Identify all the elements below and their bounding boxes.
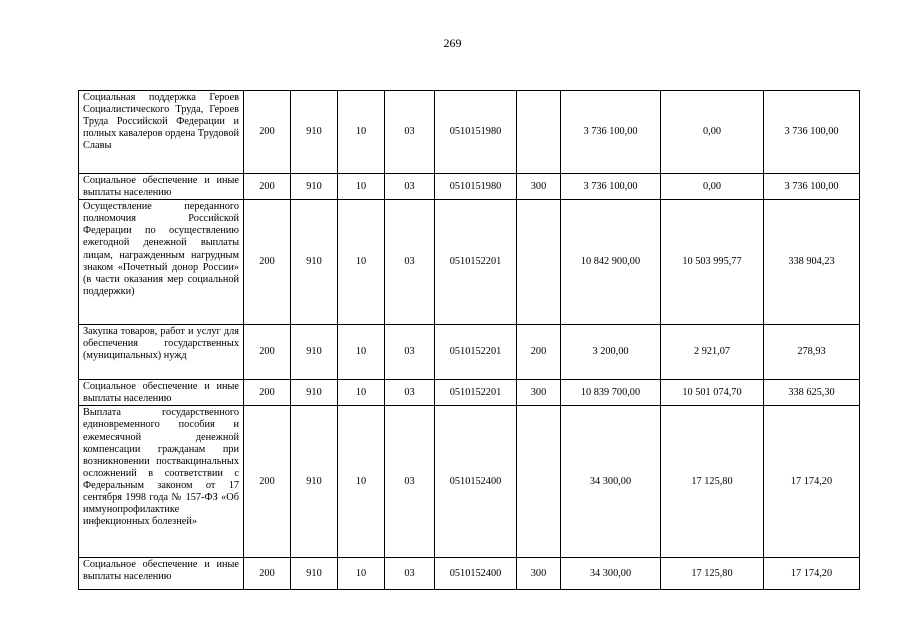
cell-c2: 910 — [291, 200, 338, 325]
cell-code: 0510152201 — [435, 325, 517, 380]
cell-c3: 10 — [338, 91, 385, 174]
cell-v2: 0,00 — [661, 174, 764, 200]
cell-c3: 10 — [338, 325, 385, 380]
cell-v2: 10 501 074,70 — [661, 380, 764, 406]
cell-c2: 910 — [291, 174, 338, 200]
cell-c3: 10 — [338, 174, 385, 200]
cell-c4: 03 — [385, 380, 435, 406]
page-number: 269 — [443, 36, 462, 50]
cell-v1: 34 300,00 — [561, 406, 661, 558]
cell-v2: 0,00 — [661, 91, 764, 174]
cell-v1: 3 200,00 — [561, 325, 661, 380]
cell-v2: 10 503 995,77 — [661, 200, 764, 325]
table-row — [79, 325, 860, 380]
cell-c4: 03 — [385, 406, 435, 558]
budget-table — [78, 90, 860, 590]
table-row — [79, 558, 860, 590]
cell-type — [517, 91, 561, 174]
cell-c1: 200 — [244, 325, 291, 380]
cell-v3: 3 736 100,00 — [764, 91, 860, 174]
cell-c1: 200 — [244, 174, 291, 200]
cell-v1: 3 736 100,00 — [561, 174, 661, 200]
cell-c3: 10 — [338, 380, 385, 406]
table-row — [79, 91, 860, 174]
cell-name: Социальная поддержка Героев Социалистического Труда, Героев Труда Российской Федерации и полных кавалеров ордена Трудовой Славы — [79, 91, 244, 174]
cell-c2: 910 — [291, 406, 338, 558]
cell-v3: 278,93 — [764, 325, 860, 380]
table-row — [79, 174, 860, 200]
cell-type — [517, 406, 561, 558]
cell-type: 300 — [517, 558, 561, 590]
cell-c2: 910 — [291, 91, 338, 174]
cell-c1: 200 — [244, 558, 291, 590]
table-row — [79, 380, 860, 406]
cell-c2: 910 — [291, 558, 338, 590]
cell-c3: 10 — [338, 406, 385, 558]
cell-type — [517, 200, 561, 325]
cell-c1: 200 — [244, 91, 291, 174]
cell-code: 0510151980 — [435, 174, 517, 200]
cell-v1: 34 300,00 — [561, 558, 661, 590]
cell-v2: 17 125,80 — [661, 406, 764, 558]
cell-type: 300 — [517, 174, 561, 200]
cell-c4: 03 — [385, 325, 435, 380]
cell-v3: 17 174,20 — [764, 406, 860, 558]
cell-c4: 03 — [385, 91, 435, 174]
cell-v1: 10 842 900,00 — [561, 200, 661, 325]
cell-v3: 3 736 100,00 — [764, 174, 860, 200]
cell-v3: 338 625,30 — [764, 380, 860, 406]
table-row — [79, 200, 860, 325]
cell-type: 200 — [517, 325, 561, 380]
cell-c3: 10 — [338, 200, 385, 325]
cell-v2: 2 921,07 — [661, 325, 764, 380]
cell-v1: 3 736 100,00 — [561, 91, 661, 174]
cell-v3: 338 904,23 — [764, 200, 860, 325]
cell-c4: 03 — [385, 174, 435, 200]
cell-name: Осуществление переданного полномочия Российской Федерации по осуществлению ежегодной денежной выплаты лицам, награжденным нагрудным знаком «Почетный донор России» (в части оказания мер социальной поддержки) — [79, 200, 244, 325]
cell-c4: 03 — [385, 558, 435, 590]
cell-code: 0510152201 — [435, 200, 517, 325]
cell-c1: 200 — [244, 380, 291, 406]
cell-c3: 10 — [338, 558, 385, 590]
cell-type: 300 — [517, 380, 561, 406]
cell-code: 0510152400 — [435, 406, 517, 558]
cell-c2: 910 — [291, 325, 338, 380]
cell-v2: 17 125,80 — [661, 558, 764, 590]
table-row — [79, 406, 860, 558]
cell-name: Выплата государственного единовременного пособия и ежемесячной денежной компенсации гражданам при возникновении поствакцинальных осложнений в соответствии с Федеральным законом от 17 сентября 1998 года № 157-ФЗ «Об иммунопрофилактике инфекционных болезней» — [79, 406, 244, 558]
cell-v3: 17 174,20 — [764, 558, 860, 590]
cell-code: 0510152400 — [435, 558, 517, 590]
cell-name: Социальное обеспечение и иные выплаты населению — [79, 380, 244, 406]
cell-c2: 910 — [291, 380, 338, 406]
cell-v1: 10 839 700,00 — [561, 380, 661, 406]
cell-name: Закупка товаров, работ и услуг для обеспечения государственных (муниципальных) нужд — [79, 325, 244, 380]
cell-name: Социальное обеспечение и иные выплаты населению — [79, 174, 244, 200]
cell-c1: 200 — [244, 200, 291, 325]
cell-c1: 200 — [244, 406, 291, 558]
cell-code: 0510151980 — [435, 91, 517, 174]
cell-code: 0510152201 — [435, 380, 517, 406]
cell-name: Социальное обеспечение и иные выплаты населению — [79, 558, 244, 590]
cell-c4: 03 — [385, 200, 435, 325]
